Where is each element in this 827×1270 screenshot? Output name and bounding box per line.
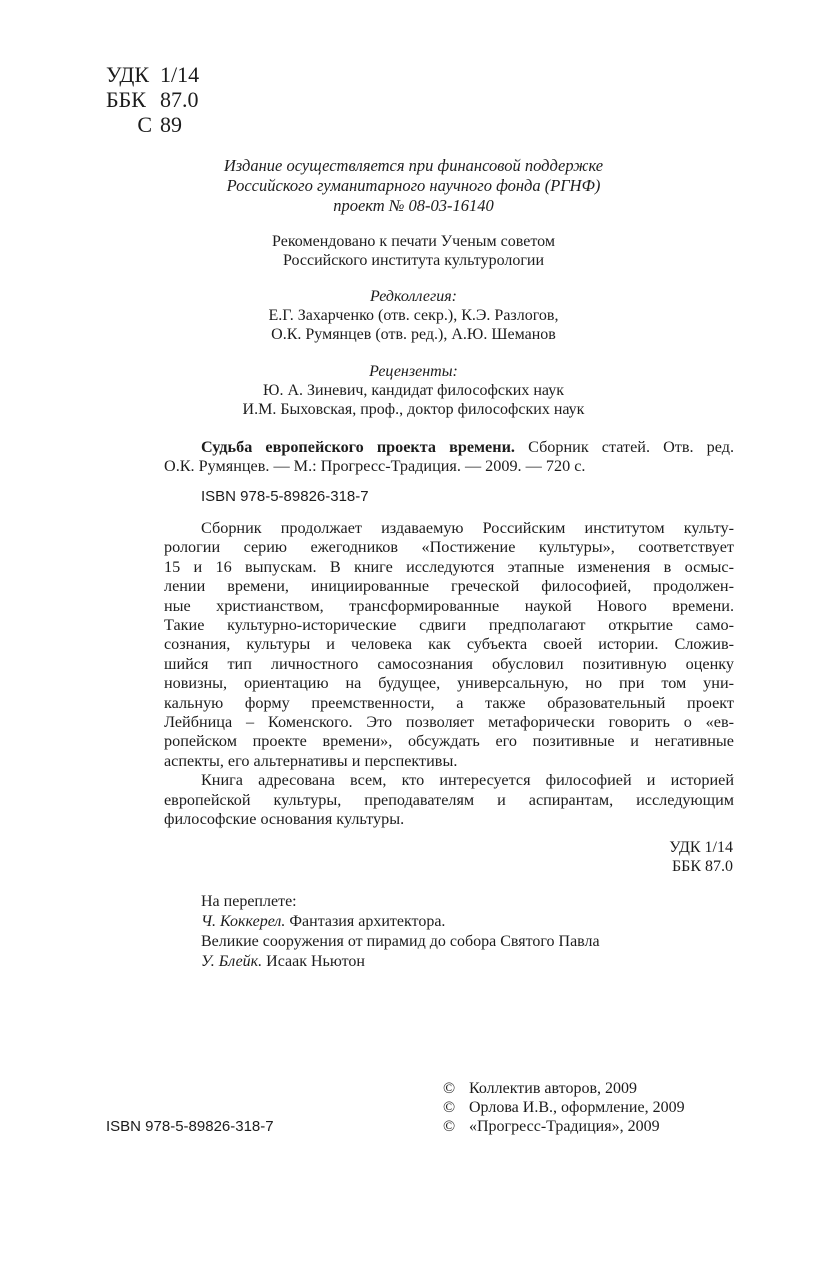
cover-credits xyxy=(201,892,600,972)
udk-code xyxy=(106,62,199,87)
copyright-text: «Прогресс-Традиция», 2009 xyxy=(469,1118,660,1135)
abstract-line: философские основания культуры. xyxy=(164,810,405,829)
abstract-line: ные христианством, трансформированные наукой Нового времени. xyxy=(164,596,734,615)
bbk-code xyxy=(106,87,199,112)
bbk-label: ББК xyxy=(106,87,146,112)
cover-title: Исаак Ньютон xyxy=(262,953,365,970)
abstract-line: рологии серию ежегодников «Постижение культуры», соответствует xyxy=(164,538,734,557)
recommendation-line: Рекомендовано к печати Ученым советом xyxy=(272,233,555,250)
udk-label: УДК xyxy=(106,62,150,87)
udk-code-right: УДК 1/14 xyxy=(669,839,733,856)
funding-line: проект № 08-03-16140 xyxy=(333,196,494,215)
citation-entry xyxy=(164,438,734,477)
editorial-board-heading: Редколлегия: xyxy=(370,288,457,305)
abstract-line: 15 и 16 выпускам. В книге исследуются этапные изменения в осмыс- xyxy=(164,557,734,576)
cover-item xyxy=(201,952,600,972)
classification-codes xyxy=(106,62,199,137)
author-mark xyxy=(106,112,199,137)
abstract-line: шийся тип личностного самосознания обусловил позитивную оценку xyxy=(164,654,734,673)
cover-author: Ч. Коккерел. xyxy=(201,913,286,930)
copyright-text: Орлова И.В., оформление, 2009 xyxy=(469,1099,685,1116)
abstract-line: Сборник продолжает издаваемую Российским институтом культу- xyxy=(201,519,734,537)
abstract-line: аспекты, его альтернативы и перспективы. xyxy=(164,751,458,770)
abstract-line: новизны, ориентацию на будущее, универсальную, но при том уни- xyxy=(164,674,734,693)
recommendation-line: Российского института культурологии xyxy=(282,252,545,269)
abstract xyxy=(164,519,734,830)
abstract-paragraph-1 xyxy=(164,519,734,771)
reviewers xyxy=(0,362,827,419)
abstract-paragraph-2 xyxy=(164,771,734,829)
bbk-code-right: ББК 87.0 xyxy=(671,858,733,875)
abstract-line: Лейбница – Коменского. Это позволяет метафорически говорить о «ев- xyxy=(164,713,734,732)
udk-value: 1/14 xyxy=(160,62,200,87)
classification-codes-right xyxy=(600,838,733,876)
recommendation-note xyxy=(0,232,827,270)
funding-note xyxy=(0,156,827,216)
copyright-notices xyxy=(443,1079,685,1136)
copyright-icon: © xyxy=(443,1099,456,1116)
copyright-text: Коллектив авторов, 2009 xyxy=(469,1080,637,1097)
abstract-line: лении времени, инициированные греческой философией, продолжен- xyxy=(164,577,734,596)
citation-line xyxy=(164,438,734,457)
book-title: Судьба европейского проекта времени. xyxy=(201,438,515,456)
isbn-line xyxy=(164,487,734,506)
funding-line: Издание осуществляется при финансовой поддержке xyxy=(223,156,604,175)
abstract-line: европейской культуры, преподавателям и аспирантам, исследующим xyxy=(164,790,734,809)
abstract-line: сознания, культуры и человека как субъекта своей истории. Сложив- xyxy=(164,635,734,654)
abstract-line: Такие культурно-исторические сдвиги предполагают открытие само- xyxy=(164,616,734,635)
bbk-value: 87.0 xyxy=(160,87,199,112)
isbn-text: ISBN 978-5-89826-318-7 xyxy=(201,488,369,505)
citation-rest: Сборник статей. Отв. ред. xyxy=(528,438,735,456)
reviewer-line: И.М. Быховская, проф., доктор философских наук xyxy=(242,401,585,418)
copyright-icon: © xyxy=(443,1080,456,1097)
abstract-line: Книга адресована всем, кто интересуется философией и историей xyxy=(201,771,734,790)
editorial-board-line: Е.Г. Захарченко (отв. секр.), К.Э. Разлогов, xyxy=(268,307,559,324)
cover-item-subtitle: Великие сооружения от пирамид до собора Святого Павла xyxy=(201,933,600,950)
author-mark-value: 89 xyxy=(160,112,182,137)
reviewers-heading: Рецензенты: xyxy=(369,363,458,380)
abstract-line: ропейском проекте времени», обсуждать его позитивные и негативные xyxy=(164,732,734,751)
author-mark-label: С xyxy=(137,112,152,137)
cover-author: У. Блейк. xyxy=(201,953,263,970)
copyright-line xyxy=(443,1117,685,1136)
copyright-line xyxy=(443,1079,685,1098)
copyright-line xyxy=(443,1098,685,1117)
funding-line: Российского гуманитарного научного фонда (РГНФ) xyxy=(226,176,601,195)
editorial-board xyxy=(0,287,827,344)
isbn-bottom: ISBN 978-5-89826-318-7 xyxy=(106,1118,274,1135)
cover-item xyxy=(201,912,600,932)
abstract-line: кальную форму преемственности, а также образовательный проект xyxy=(164,693,734,712)
copyright-icon: © xyxy=(443,1118,456,1135)
editorial-board-line: О.К. Румянцев (отв. ред.), А.Ю. Шеманов xyxy=(271,326,556,343)
cover-title: Фантазия архитектора. xyxy=(285,913,446,930)
citation-line: О.К. Румянцев. — М.: Прогресс-Традиция. — 2009. — 720 с. xyxy=(164,457,586,476)
reviewer-line: Ю. А. Зиневич, кандидат философских наук xyxy=(263,382,564,399)
cover-heading: На переплете: xyxy=(201,893,297,910)
